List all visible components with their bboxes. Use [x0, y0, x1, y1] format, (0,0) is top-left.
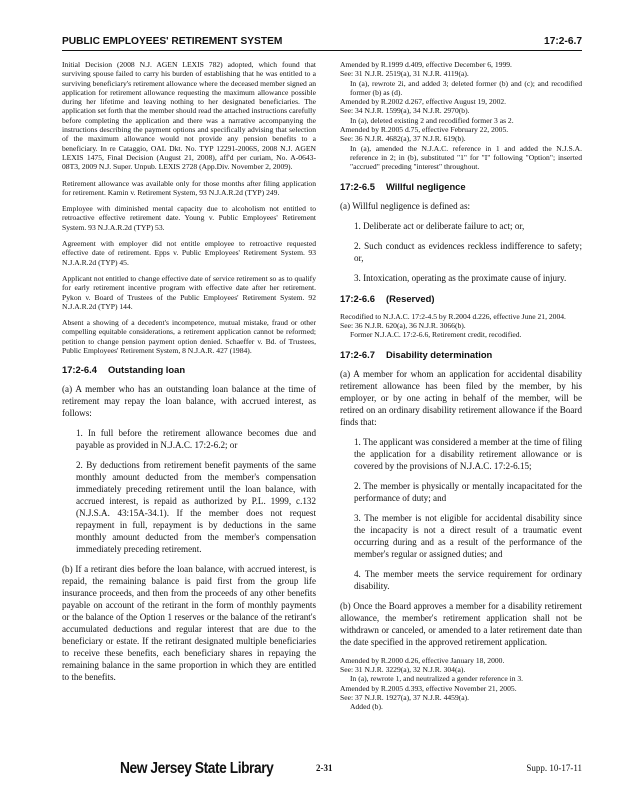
history-line: See: 36 N.J.R. 4682(a), 37 N.J.R. 619(b). — [340, 134, 466, 144]
history-line: Former N.J.A.C. 17:2-6.6, Retirement credit, recodified. — [350, 330, 522, 340]
history-line: Amended by R.2002 d.267, effective August 19, 2002. — [340, 97, 507, 107]
section-title: Outstanding loan — [108, 364, 186, 376]
list-item: 1. In full before the retirement allowance becomes due and payable as provided in N.J.A.C. 17:2-6.2; or — [76, 428, 316, 451]
history-line: In (a), amended the N.J.A.C. reference in 1 and added the N.J.S.A. reference in 2; in (b), substituted "1" for "I" following "Option"; inserted "accrued" preceding "interest" throughout. — [350, 143, 582, 172]
page-footer — [62, 760, 582, 782]
history-line: In (a), rewrote 1, and neutralized a gender reference in 3. — [350, 674, 524, 684]
history-line: See: 31 N.J.R. 3229(a), 32 N.J.R. 304(a). — [340, 665, 466, 675]
paragraph-a: (a) Willful negligence is defined as: — [340, 200, 471, 211]
history-line: In (a), rewrote 2i, and added 3; deleted former (b) and (c); and recodified former (b) as (d). — [350, 78, 582, 97]
section-heading-6-5 — [340, 182, 582, 192]
list-item: 2. Such conduct as evidences reckless indifference to safety; or, — [354, 240, 582, 263]
annotation: Initial Decision (2008 N.J. AGEN LEXIS 782) adopted, which found that surviving spouse failed to carry his burden of establishing that he was entitled to a surviving beneficiary's retirement allowance where the deceased member signed an application for retirement allowance requesting the maximum allowance possible during her lifetime and leaving nothing to her designated beneficiaries. The application set forth that the member should read the attached instructions carefully before completing the application and there was a narrative accompanying the instructions describing the payment options and specifically advising that selection of the maximum allowance would not provide any pension benefits to a beneficiary. In re Cataggio, OAL Dkt. No. TYP 12291-2006S, 2008 N.J. AGEN LEXIS 1475, Final Decision (August 21, 2008), aff'd per curiam, No. A-0643-08T3, 2009 N.J. Super. Unpub. LEXIS 2728 (App.Div. November 2, 2009). — [62, 60, 316, 172]
list-item: 3. The member is not eligible for accidental disability since the incapacity is not a direct result of a traumatic event occurring during and as a result of the performance of the member's regular or assigned duties; and — [354, 512, 582, 559]
annotation: Applicant not entitled to change effective date of service retirement so as to qualify for early retirement incentive program with effective date after her retirement. Pykon v. Board of Trustees of the Public Employees' Retirement System. 92 N.J.A.R.2d (TYP) 144. — [62, 273, 316, 311]
history-line: In (a), deleted existing 2 and recodified former 3 as 2. — [350, 115, 514, 125]
section-title: (Reserved) — [386, 292, 435, 304]
history-line: Added (b). — [350, 702, 383, 712]
history-line: Amended by R.2000 d.26, effective January 18, 2000. — [340, 655, 505, 665]
history-note — [340, 60, 582, 172]
supplement-date: Supp. 10-17-11 — [526, 763, 582, 773]
history-line: Recodified to N.J.A.C. 17:2-4.5 by R.2004 d.226, effective June 21, 2004. — [340, 311, 566, 321]
section-heading-6-6 — [340, 294, 582, 304]
list-item: 2. The member is physically or mentally incapacitated for the performance of duty; and — [354, 480, 582, 503]
paragraph-b: (b) Once the Board approves a member for a disability retirement allowance, the member's retirement application shall not be withdrawn or canceled, or amended to a later retirement date than the date specified in the approved retirement application. — [340, 600, 582, 647]
right-column — [340, 60, 582, 714]
list-item: 2. By deductions from retirement benefit payments of the same monthly amount deducted from the member's compensation immediately preceding retirement until the loan balance, with accrued interest, is repaid as authorized by P.L. 1999, c.132 (N.J.S.A. 43:15A-34.1). If the member does not request repayment in full, repayment is by deductions in the same monthly amount deducted from the member's compensation immediately preceding retirement. — [76, 460, 316, 555]
running-header — [62, 36, 582, 50]
history-line: Amended by R.2005 d.75, effective February 22, 2005. — [340, 125, 509, 135]
list-item: 3. Intoxication, operating as the proximate cause of injury. — [354, 272, 567, 283]
section-title: Willful negligence — [386, 180, 466, 192]
history-line: See: 34 N.J.R. 1599(a), 34 N.J.R. 2970(b). — [340, 106, 470, 116]
paragraph-b: (b) If a retirant dies before the loan balance, with accrued interest, is repaid, the remaining balance is paid first from the group life insurance proceeds, and then from the proceeds of any other benefits payable on account of the retirant in the form of monthly payments or the balance of the Option 1 reserves or the balance of the retirant's accumulated deductions and regular interest that are due to the beneficiary or estate. If the retirant designated multiple beneficiaries to receive these benefits, each beneficiary shares in repaying the remaining balance in the same proportion in which they are entitled to the benefits. — [62, 564, 316, 683]
left-column — [62, 60, 316, 691]
paragraph-a: (a) A member who has an outstanding loan balance at the time of retirement may repay the loan balance, with accrued interest, as follows: — [62, 384, 316, 419]
annotation: Absent a showing of a decedent's incompetence, mutual mistake, fraud or other compelling equitable considerations, a retirement application cannot be reformed; petition to change pension payment option denied. Schaeffer v. Bd. of Trustees, Public Employees' Retirement System, 8 N.J.A.R. 427 (1984). — [62, 318, 316, 356]
annotation: Retirement allowance was available only for those months after filing application for retirement. Kamin v. Retirement System, 93 N.J.A.R.2d (TYP) 249. — [62, 178, 316, 197]
paragraph-a: (a) A member for whom an application for accidental disability retirement allowance has been filed by the member, by his employer, or by one acting in behalf of the member, will be retired on an ordinary disability retirement allowance if the Board finds that: — [340, 368, 582, 427]
history-line: See: 36 N.J.R. 620(a), 36 N.J.R. 3066(b). — [340, 321, 466, 331]
section-title: Disability determination — [386, 348, 493, 360]
library-logo: New Jersey State Library — [120, 760, 274, 777]
list-item: 4. The member meets the service requirement for ordinary disability. — [354, 568, 582, 591]
section-number: 17:2-6.6 — [340, 292, 375, 304]
section-number: 17:2-6.7 — [340, 348, 375, 360]
list-item: 1. Deliberate act or deliberate failure to act; or, — [354, 220, 525, 231]
list-item: 1. The applicant was considered a member at the time of filing the application for a disability retirement allowance or is covered by the provisions of N.J.A.C. 17:2-6.15; — [354, 436, 582, 471]
header-section-ref: 17:2-6.7 — [544, 36, 582, 47]
history-note — [340, 312, 582, 340]
header-rule — [62, 50, 582, 51]
section-heading-6-7 — [340, 350, 582, 360]
history-note — [340, 656, 582, 712]
history-line: Amended by R.1999 d.409, effective December 6, 1999. — [340, 60, 512, 69]
history-line: See: 31 N.J.R. 2519(a), 31 N.J.R. 4119(a). — [340, 69, 469, 79]
section-heading-6-4 — [62, 365, 316, 375]
annotation: Agreement with employer did not entitle employee to retroactive requested effective date of retirement. Epps v. Public Employees' Retirement System. 93 N.J.A.R.2d (TYP) 45. — [62, 239, 316, 267]
section-number: 17:2-6.4 — [62, 364, 97, 376]
history-line: See: 37 N.J.R. 1927(a), 37 N.J.R. 4459(a). — [340, 692, 470, 702]
section-number: 17:2-6.5 — [340, 180, 375, 192]
header-title: PUBLIC EMPLOYEES' RETIREMENT SYSTEM — [62, 36, 283, 47]
page-number: 2-31 — [316, 763, 333, 773]
annotation: Employee with diminished mental capacity due to alcoholism not entitled to retroactive effective retirement date. Young v. Public Employees' Retirement System. 93 N.J.A.R.2d (TYP) 53. — [62, 204, 316, 232]
history-line: Amended by R.2005 d.393, effective November 21, 2005. — [340, 683, 517, 693]
